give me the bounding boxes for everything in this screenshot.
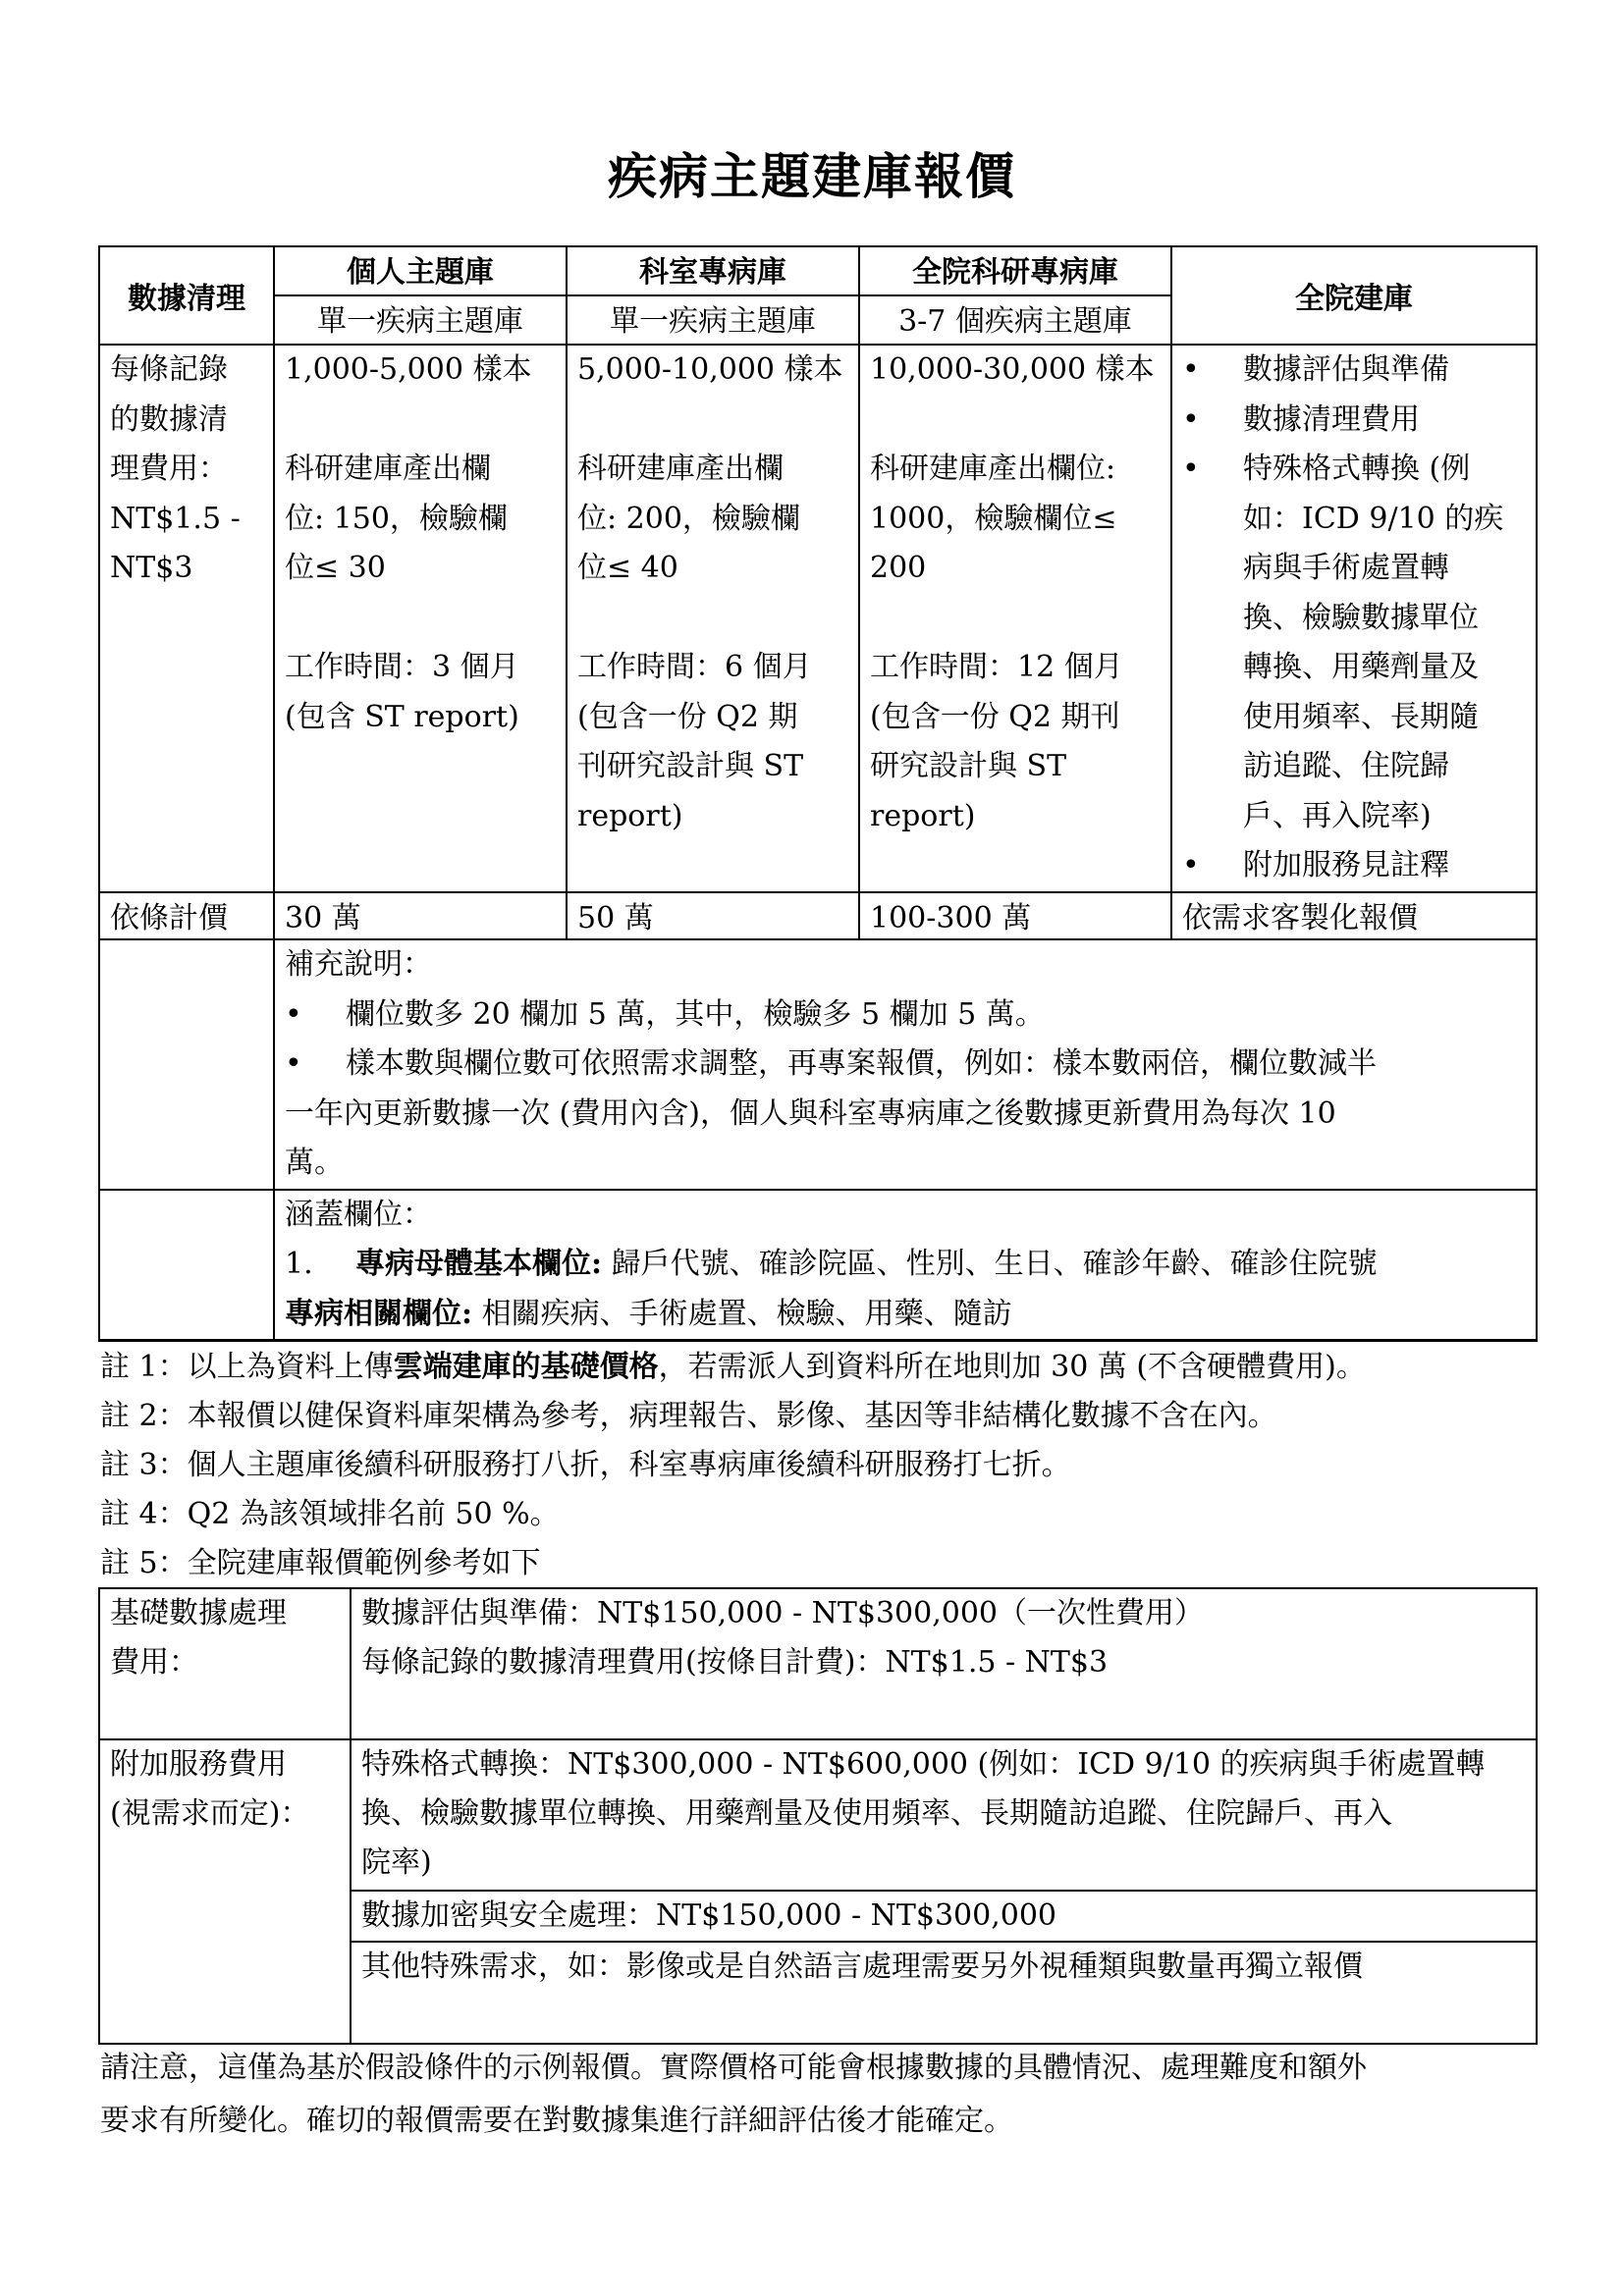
fee-hospital-research: 10,000-30,000 樣本 科研建庫產出欄位: 1000，檢驗欄位≤ 200 工作時間：12 個月 (包含一份 Q2 期刊 研究設計與 ST report) [859, 345, 1171, 892]
fields-empty-cell [99, 1190, 274, 1341]
supplement-notes: 補充說明： • 欄位數多 20 欄加 5 萬，其中，檢驗多 5 欄加 5 萬。 • 樣本數與欄位數可依照需求調整，再專案報價，例如：樣本數兩倍，欄位數減半 一年內更新數據一次 (費用內含)，個人與科室專病庫之後數據更新費用為每次 10 萬。 [274, 939, 1537, 1190]
note-2: 註 2：本報價以健保資料庫架構為參考，病理報告、影像、基因等非結構化數據不含在內。 [100, 1399, 1277, 1433]
addon-item-other: 其他特殊需求，如：影像或是自然語言處理需要另外視種類與數量再獨立報價 [351, 1942, 1537, 2044]
header-hospital-research: 全院科研專病庫 [859, 246, 1171, 295]
covered-fields: 涵蓋欄位： 1. 專病母體基本欄位: 歸戶代號、確診院區、性別、生日、確診年齡、確診住院號 專病相關欄位: 相關疾病、手術處置、檢驗、用藥、隨訪 [274, 1190, 1537, 1341]
fee-personal: 1,000-5,000 樣本 科研建庫產出欄 位: 150，檢驗欄 位≤ 30 工作時間：3 個月 (包含 ST report) [274, 345, 567, 892]
subheader-personal: 單一疾病主題庫 [274, 295, 567, 345]
price-hospital: 依需求客製化報價 [1171, 892, 1537, 939]
supplement-empty-cell [99, 939, 274, 1190]
page-title: 疾病主題建庫報價 [608, 147, 1016, 205]
bullet-icon: • [1182, 352, 1200, 387]
subheader-hospital-research: 3-7 個疾病主題庫 [859, 295, 1171, 345]
supplement-bullet: • 欄位數多 20 欄加 5 萬，其中，檢驗多 5 欄加 5 萬。 [285, 990, 1526, 1041]
basic-fee-items: 數據評估與準備：NT$150,000 - NT$300,000（一次性費用） 每條記錄的數據清理費用(按條目計費)：NT$1.5 - NT$3 [351, 1588, 1537, 1739]
price-row-label: 依條計價 [99, 892, 274, 939]
supplement-bullet: • 樣本數與欄位數可依照需求調整，再專案報價，例如：樣本數兩倍，欄位數減半 [285, 1040, 1526, 1090]
header-department: 科室專病庫 [567, 246, 859, 295]
note-4: 註 4：Q2 為該領域排名前 50 %。 [100, 1497, 560, 1531]
header-data-cleaning: 數據清理 [99, 246, 274, 345]
bullet-item: • 數據評估與準備 [1182, 346, 1526, 396]
bullet-icon: • [1182, 848, 1200, 882]
pricing-table [98, 245, 1538, 1342]
disclaimer: 請注意，這僅為基於假設條件的示例報價。實際價格可能會根據數據的具體情況、處理難度和額外 要求有所變化。確切的報價需要在對數據集進行詳細評估後才能確定。 [100, 2051, 1367, 2138]
bullet-item: • 特殊格式轉換 (例 如：ICD 9/10 的疾 病與手術處置轉 換、檢驗數據單位 轉換、用藥劑量及 使用頻率、長期隨 訪追蹤、住院歸 戶、再入院率) [1182, 445, 1526, 841]
bullet-icon: • [1182, 401, 1200, 437]
subheader-department: 單一疾病主題庫 [567, 295, 859, 345]
fee-row-label: 每條記錄 的數據清 理費用： NT$1.5 - NT$3 [99, 345, 274, 892]
price-department: 50 萬 [567, 892, 859, 939]
note-5: 註 5：全院建庫報價範例參考如下 [100, 1546, 541, 1580]
header-hospital: 全院建庫 [1171, 246, 1537, 345]
bullet-item: • 附加服務見註釋 [1182, 841, 1526, 891]
bullet-icon: • [285, 1046, 302, 1081]
addon-item-format-conversion: 特殊格式轉換：NT$300,000 - NT$600,000 (例如：ICD 9/10 的疾病與手術處置轉 換、檢驗數據單位轉換、用藥劑量及使用頻率、長期隨訪追蹤、住院歸戶、再入 院率) [351, 1739, 1537, 1891]
example-quote-table [98, 1587, 1538, 2045]
fee-hospital-bullets [1171, 345, 1537, 892]
bullet-icon: • [285, 996, 302, 1032]
notes [100, 1343, 1534, 1588]
addon-fee-label: 附加服務費用 (視需求而定)： [99, 1739, 351, 2044]
bullet-item: • 數據清理費用 [1182, 396, 1526, 446]
header-personal: 個人主題庫 [274, 246, 567, 295]
basic-fee-label: 基礎數據處理 費用： [99, 1588, 351, 1739]
price-personal: 30 萬 [274, 892, 567, 939]
note-1: 註 1：以上為資料上傳雲端建庫的基礎價格，若需派人到資料所在地則加 30 萬 (不含硬體費用)。 [100, 1350, 1366, 1384]
price-hospital-research: 100-300 萬 [859, 892, 1171, 939]
field-item-1: 1. 專病母體基本欄位: 歸戶代號、確診院區、性別、生日、確診年齡、確診住院號 [285, 1247, 1378, 1281]
bullet-icon: • [1182, 452, 1200, 486]
addon-item-encryption: 數據加密與安全處理：NT$150,000 - NT$300,000 [351, 1891, 1537, 1942]
field-item-2: 專病相關欄位: 相關疾病、手術處置、檢驗、用藥、隨訪 [285, 1296, 1012, 1331]
fee-department: 5,000-10,000 樣本 科研建庫產出欄 位: 200，檢驗欄 位≤ 40 工作時間：6 個月 (包含一份 Q2 期 刊研究設計與 ST report) [567, 345, 859, 892]
note-3: 註 3：個人主題庫後續科研服務打八折，科室專病庫後續科研服務打七折。 [100, 1448, 1071, 1482]
